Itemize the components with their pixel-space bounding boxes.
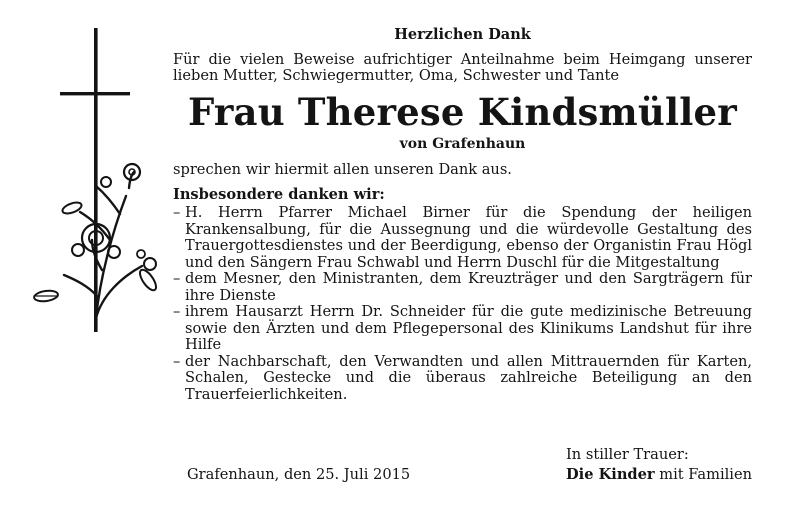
intro-paragraph: Für die vielen Beweise aufrichtiger Anteilnahme beim Heimgang unserer lieben Mutter, Schwiegermutter, Oma, Schwester und Tante xyxy=(173,50,752,84)
thanks-list-item: – H. Herrn Pfarrer Michael Birner für die Spendung der heiligen Krankensalbung, für die Aussegnung und die würdevolle Gestaltung des Trauergottesdienstes und der Beerdigung, ebenso der Organistin Frau Högl und den Sängern Frau Schwabl und Herrn Duschl für die Mitgestaltung xyxy=(173,205,752,271)
signed-suffix: mit Familien xyxy=(659,466,752,483)
signed-name: Die Kinder xyxy=(566,466,655,483)
deceased-name: Frau Therese Kindsmüller xyxy=(188,89,737,134)
deceased-origin: von Grafenhaun xyxy=(399,135,526,152)
thanks-line: sprechen wir hiermit allen unseren Dank aus. xyxy=(173,161,512,178)
notice-heading: Herzlichen Dank xyxy=(394,26,531,43)
cross-and-flowers-illustration xyxy=(30,28,160,338)
notice-text xyxy=(173,27,752,403)
cross-icon xyxy=(60,28,130,332)
mourning-label: In stiller Trauer: xyxy=(566,446,689,463)
notice-footer xyxy=(187,445,752,485)
thanks-list-item: – der Nachbarschaft, den Verwandten und allen Mittrauernden für Karten, Schalen, Gestecke und die überaus zahlreiche Beteiligung an den Trauerfeierlichkeiten. xyxy=(173,354,752,404)
thanks-list-item: – dem Mesner, den Ministranten, dem Kreuzträger und den Sargträgern für ihre Dienste xyxy=(173,271,752,304)
thanks-list-item: – ihrem Hausarzt Herrn Dr. Schneider für die gute medizinische Betreuung sowie den Ärzten und dem Pflegepersonal des Klinikums Landshut für ihre Hilfe xyxy=(173,304,752,354)
signature-block xyxy=(566,445,752,485)
place-and-date: Grafenhaun, den 25. Juli 2015 xyxy=(187,466,411,483)
thanks-list xyxy=(173,205,752,403)
special-thanks-label: Insbesondere danken wir: xyxy=(173,185,385,203)
